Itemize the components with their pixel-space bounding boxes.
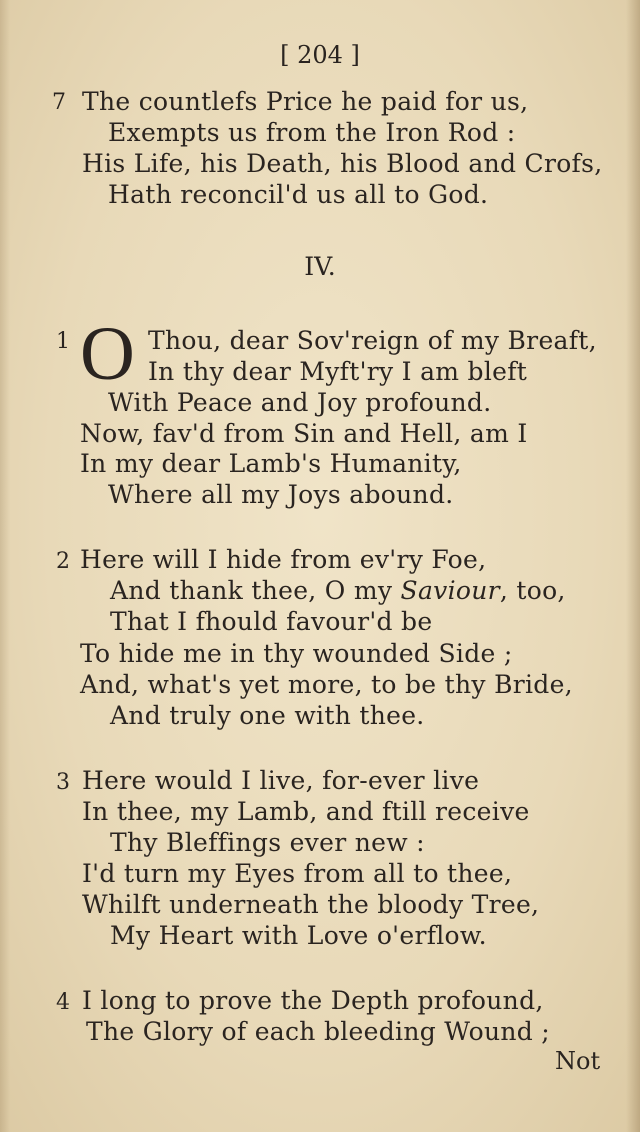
drop-capital: O [80, 312, 135, 396]
verse-line: I'd turn my Eyes from all to thee, [82, 859, 513, 888]
verse-text: , too, [499, 576, 566, 605]
verse-line: Thou, dear Sov'reign of my Breaft, [148, 326, 597, 355]
verse-text: And thank thee, O my [110, 576, 401, 605]
verse-line: Whilft underneath the bloody Tree, [82, 890, 540, 919]
hymn-numeral: IV. [304, 252, 336, 281]
stanza-number: 1 [56, 329, 70, 354]
verse-line: The countlefs Price he paid for us, [82, 87, 529, 116]
italic-word: Saviour [400, 576, 500, 605]
verse-line: Now, fav'd from Sin and Hell, am I [80, 419, 528, 448]
verse-line: That I fhould favour'd be [110, 607, 433, 636]
verse-line: Where all my Joys abound. [108, 480, 454, 509]
page-edge-left [0, 0, 10, 1132]
verse-line: Hath reconcil'd us all to God. [108, 180, 489, 209]
verse-line: And, what's yet more, to be thy Bride, [80, 670, 573, 699]
verse-line: I long to prove the Depth profound, [82, 986, 544, 1015]
verse-line: In my dear Lamb's Humanity, [80, 449, 462, 478]
page-number: [ 204 ] [280, 41, 360, 69]
verse-line: My Heart with Love o'erflow. [110, 921, 487, 950]
verse-line: With Peace and Joy profound. [108, 388, 492, 417]
verse-line: In thy dear Myft'ry I am bleft [148, 357, 528, 386]
page-edge-right [626, 0, 640, 1132]
stanza-number: 7 [52, 90, 66, 115]
catchword: Not [555, 1047, 601, 1075]
verse-line: Thy Bleffings ever new : [110, 828, 425, 857]
stanza-number: 3 [56, 770, 70, 795]
verse-line: His Life, his Death, his Blood and Crofs, [82, 149, 603, 178]
stanza-number: 4 [56, 990, 70, 1015]
verse-line-with-italic [110, 576, 566, 606]
stanza-number: 2 [56, 549, 70, 574]
verse-line: The Glory of each bleeding Wound ; [86, 1017, 551, 1046]
verse-line: Here will I hide from ev'ry Foe, [80, 545, 487, 574]
verse-line: Exempts us from the Iron Rod : [108, 118, 516, 147]
verse-line: To hide me in thy wounded Side ; [80, 639, 513, 668]
verse-line: Here would I live, for-ever live [82, 766, 480, 795]
verse-line: In thee, my Lamb, and ftill receive [82, 797, 530, 826]
verse-line: And truly one with thee. [110, 701, 425, 730]
